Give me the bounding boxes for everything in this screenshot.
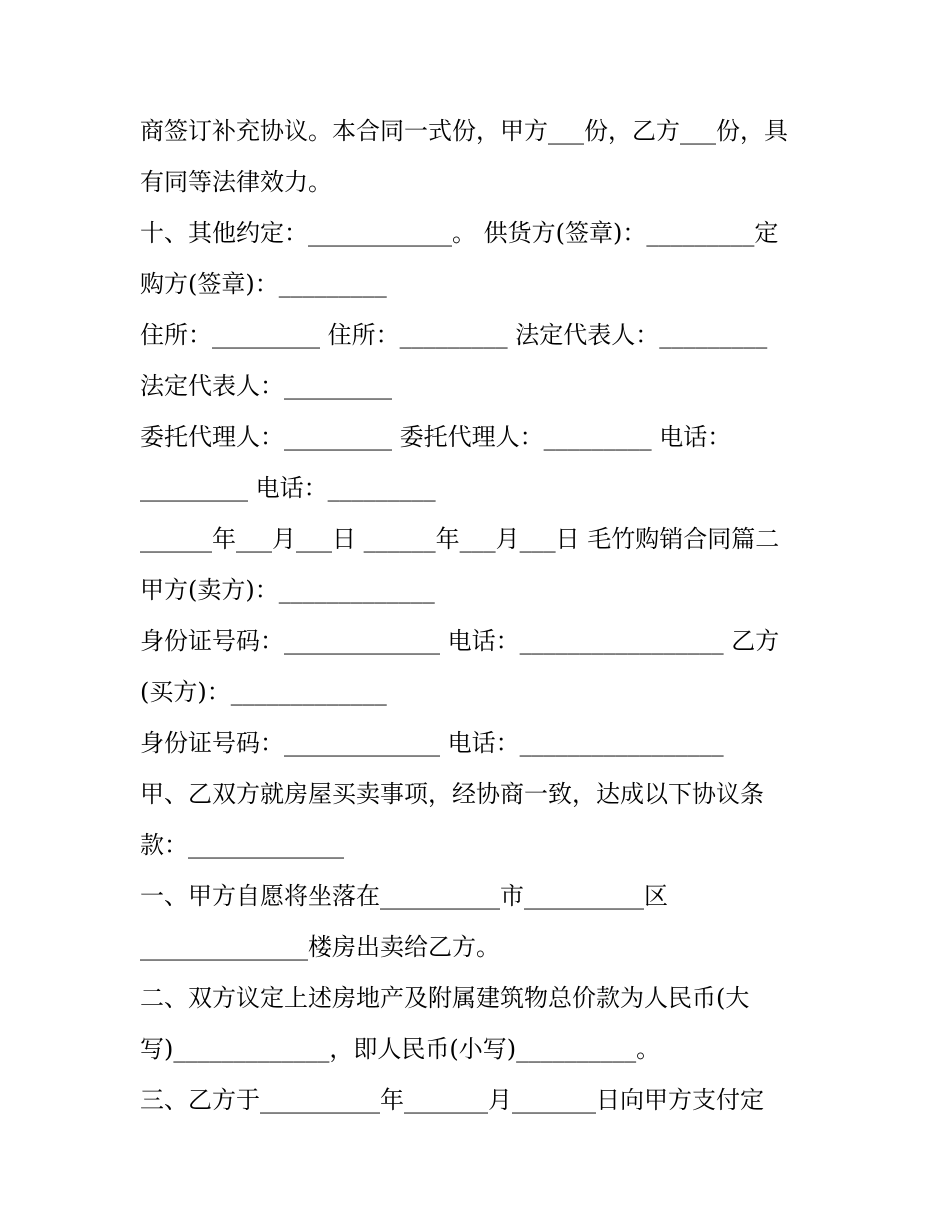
text-line: (买方)：_____________ — [140, 678, 387, 706]
text-line: 身份证号码：_____________ 电话：_________________ — [140, 729, 724, 757]
text-line: _________ 电话：_________ — [140, 474, 436, 502]
text-line: 甲方(卖方)：_____________ — [140, 576, 435, 604]
document-body — [140, 106, 840, 1126]
text-line: 甲、乙双方就房屋买卖事项，经协商一致，达成以下协议条 — [140, 780, 764, 808]
text-line: ______年___月___日 ______年___月___日 毛竹购销合同篇二 — [140, 525, 780, 553]
text-line: 委托代理人：_________ 委托代理人：_________ 电话： — [140, 423, 732, 451]
text-line: 购方(签章)：_________ — [140, 270, 387, 298]
text-line: 一、甲方自愿将坐落在__________市__________区 — [140, 882, 668, 910]
text-line: 商签订补充协议。本合同一式份，甲方___份，乙方___份，具 — [140, 117, 788, 145]
text-line: 十、其他约定：____________。 供货方(签章)：_________定 — [140, 219, 779, 247]
text-line: ______________楼房出卖给乙方。 — [140, 933, 500, 961]
text-line: 三、乙方于__________年_______月_______日向甲方支付定 — [140, 1086, 764, 1114]
text-line: 款：_____________ — [140, 831, 344, 859]
text-line: 写)_____________，即人民币(小写)__________。 — [140, 1035, 661, 1063]
text-line: 有同等法律效力。 — [140, 168, 332, 196]
text-line: 法定代表人：_________ — [140, 372, 392, 400]
text-line: 住所：_________ 住所：_________ 法定代表人：_________ — [140, 321, 768, 349]
text-line: 二、双方议定上述房地产及附属建筑物总价款为人民币(大 — [140, 984, 750, 1012]
text-line: 身份证号码：_____________ 电话：_________________ 乙方 — [140, 627, 780, 655]
